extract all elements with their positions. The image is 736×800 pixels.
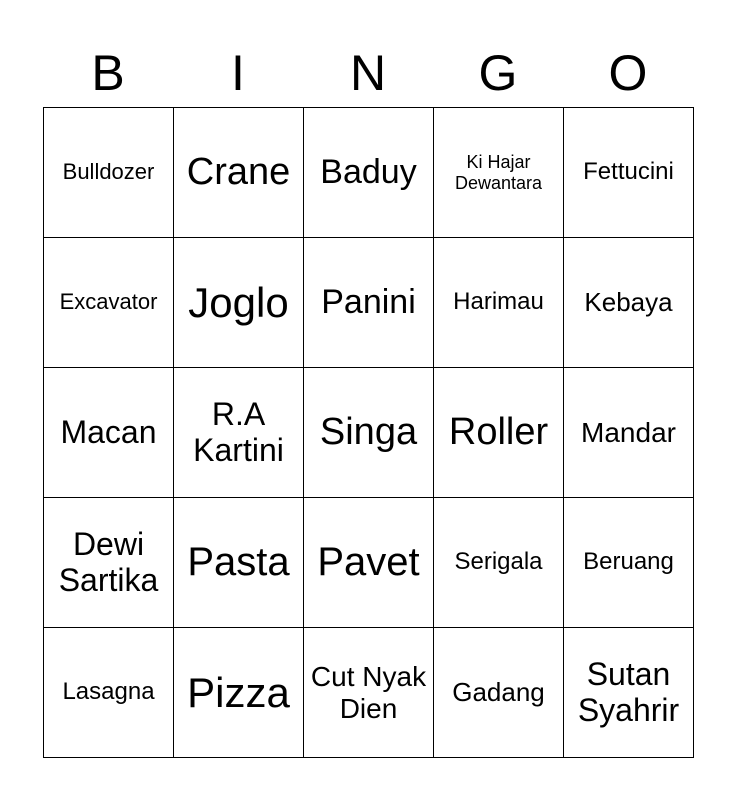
bingo-cell[interactable]: Panini [304, 238, 434, 368]
bingo-row [44, 628, 694, 758]
bingo-row [44, 108, 694, 238]
header-letter-i: I [231, 45, 245, 101]
bingo-card-grid [43, 107, 694, 758]
bingo-cell[interactable]: Harimau [434, 238, 564, 368]
bingo-cell[interactable]: Dewi Sartika [44, 498, 174, 628]
bingo-cell[interactable]: Beruang [564, 498, 694, 628]
bingo-cell[interactable]: Fettucini [564, 108, 694, 238]
bingo-cell[interactable]: Cut Nyak Dien [304, 628, 434, 758]
header-letter-o: O [608, 45, 648, 101]
bingo-cell[interactable]: R.A Kartini [174, 368, 304, 498]
bingo-row [44, 368, 694, 498]
bingo-cell[interactable]: Crane [174, 108, 304, 238]
bingo-cell[interactable]: Lasagna [44, 628, 174, 758]
header-letter-n: N [349, 45, 387, 101]
header-letter-g: G [478, 45, 518, 101]
bingo-row [44, 498, 694, 628]
header-letter-b: B [91, 45, 125, 101]
bingo-cell[interactable]: Pizza [174, 628, 304, 758]
bingo-row [44, 238, 694, 368]
bingo-cell[interactable]: Baduy [304, 108, 434, 238]
bingo-cell[interactable]: Kebaya [564, 238, 694, 368]
bingo-cell[interactable]: Pavet [304, 498, 434, 628]
bingo-header [43, 40, 693, 106]
bingo-cell[interactable]: Sutan Syahrir [564, 628, 694, 758]
bingo-cell[interactable]: Joglo [174, 238, 304, 368]
bingo-cell[interactable]: Bulldozer [44, 108, 174, 238]
bingo-cell[interactable]: Roller [434, 368, 564, 498]
bingo-cell[interactable]: Serigala [434, 498, 564, 628]
bingo-cell[interactable]: Ki Hajar Dewantara [434, 108, 564, 238]
bingo-cell[interactable]: Singa [304, 368, 434, 498]
bingo-cell[interactable]: Excavator [44, 238, 174, 368]
bingo-cell[interactable]: Macan [44, 368, 174, 498]
bingo-cell[interactable]: Gadang [434, 628, 564, 758]
bingo-cell[interactable]: Mandar [564, 368, 694, 498]
bingo-cell[interactable]: Pasta [174, 498, 304, 628]
